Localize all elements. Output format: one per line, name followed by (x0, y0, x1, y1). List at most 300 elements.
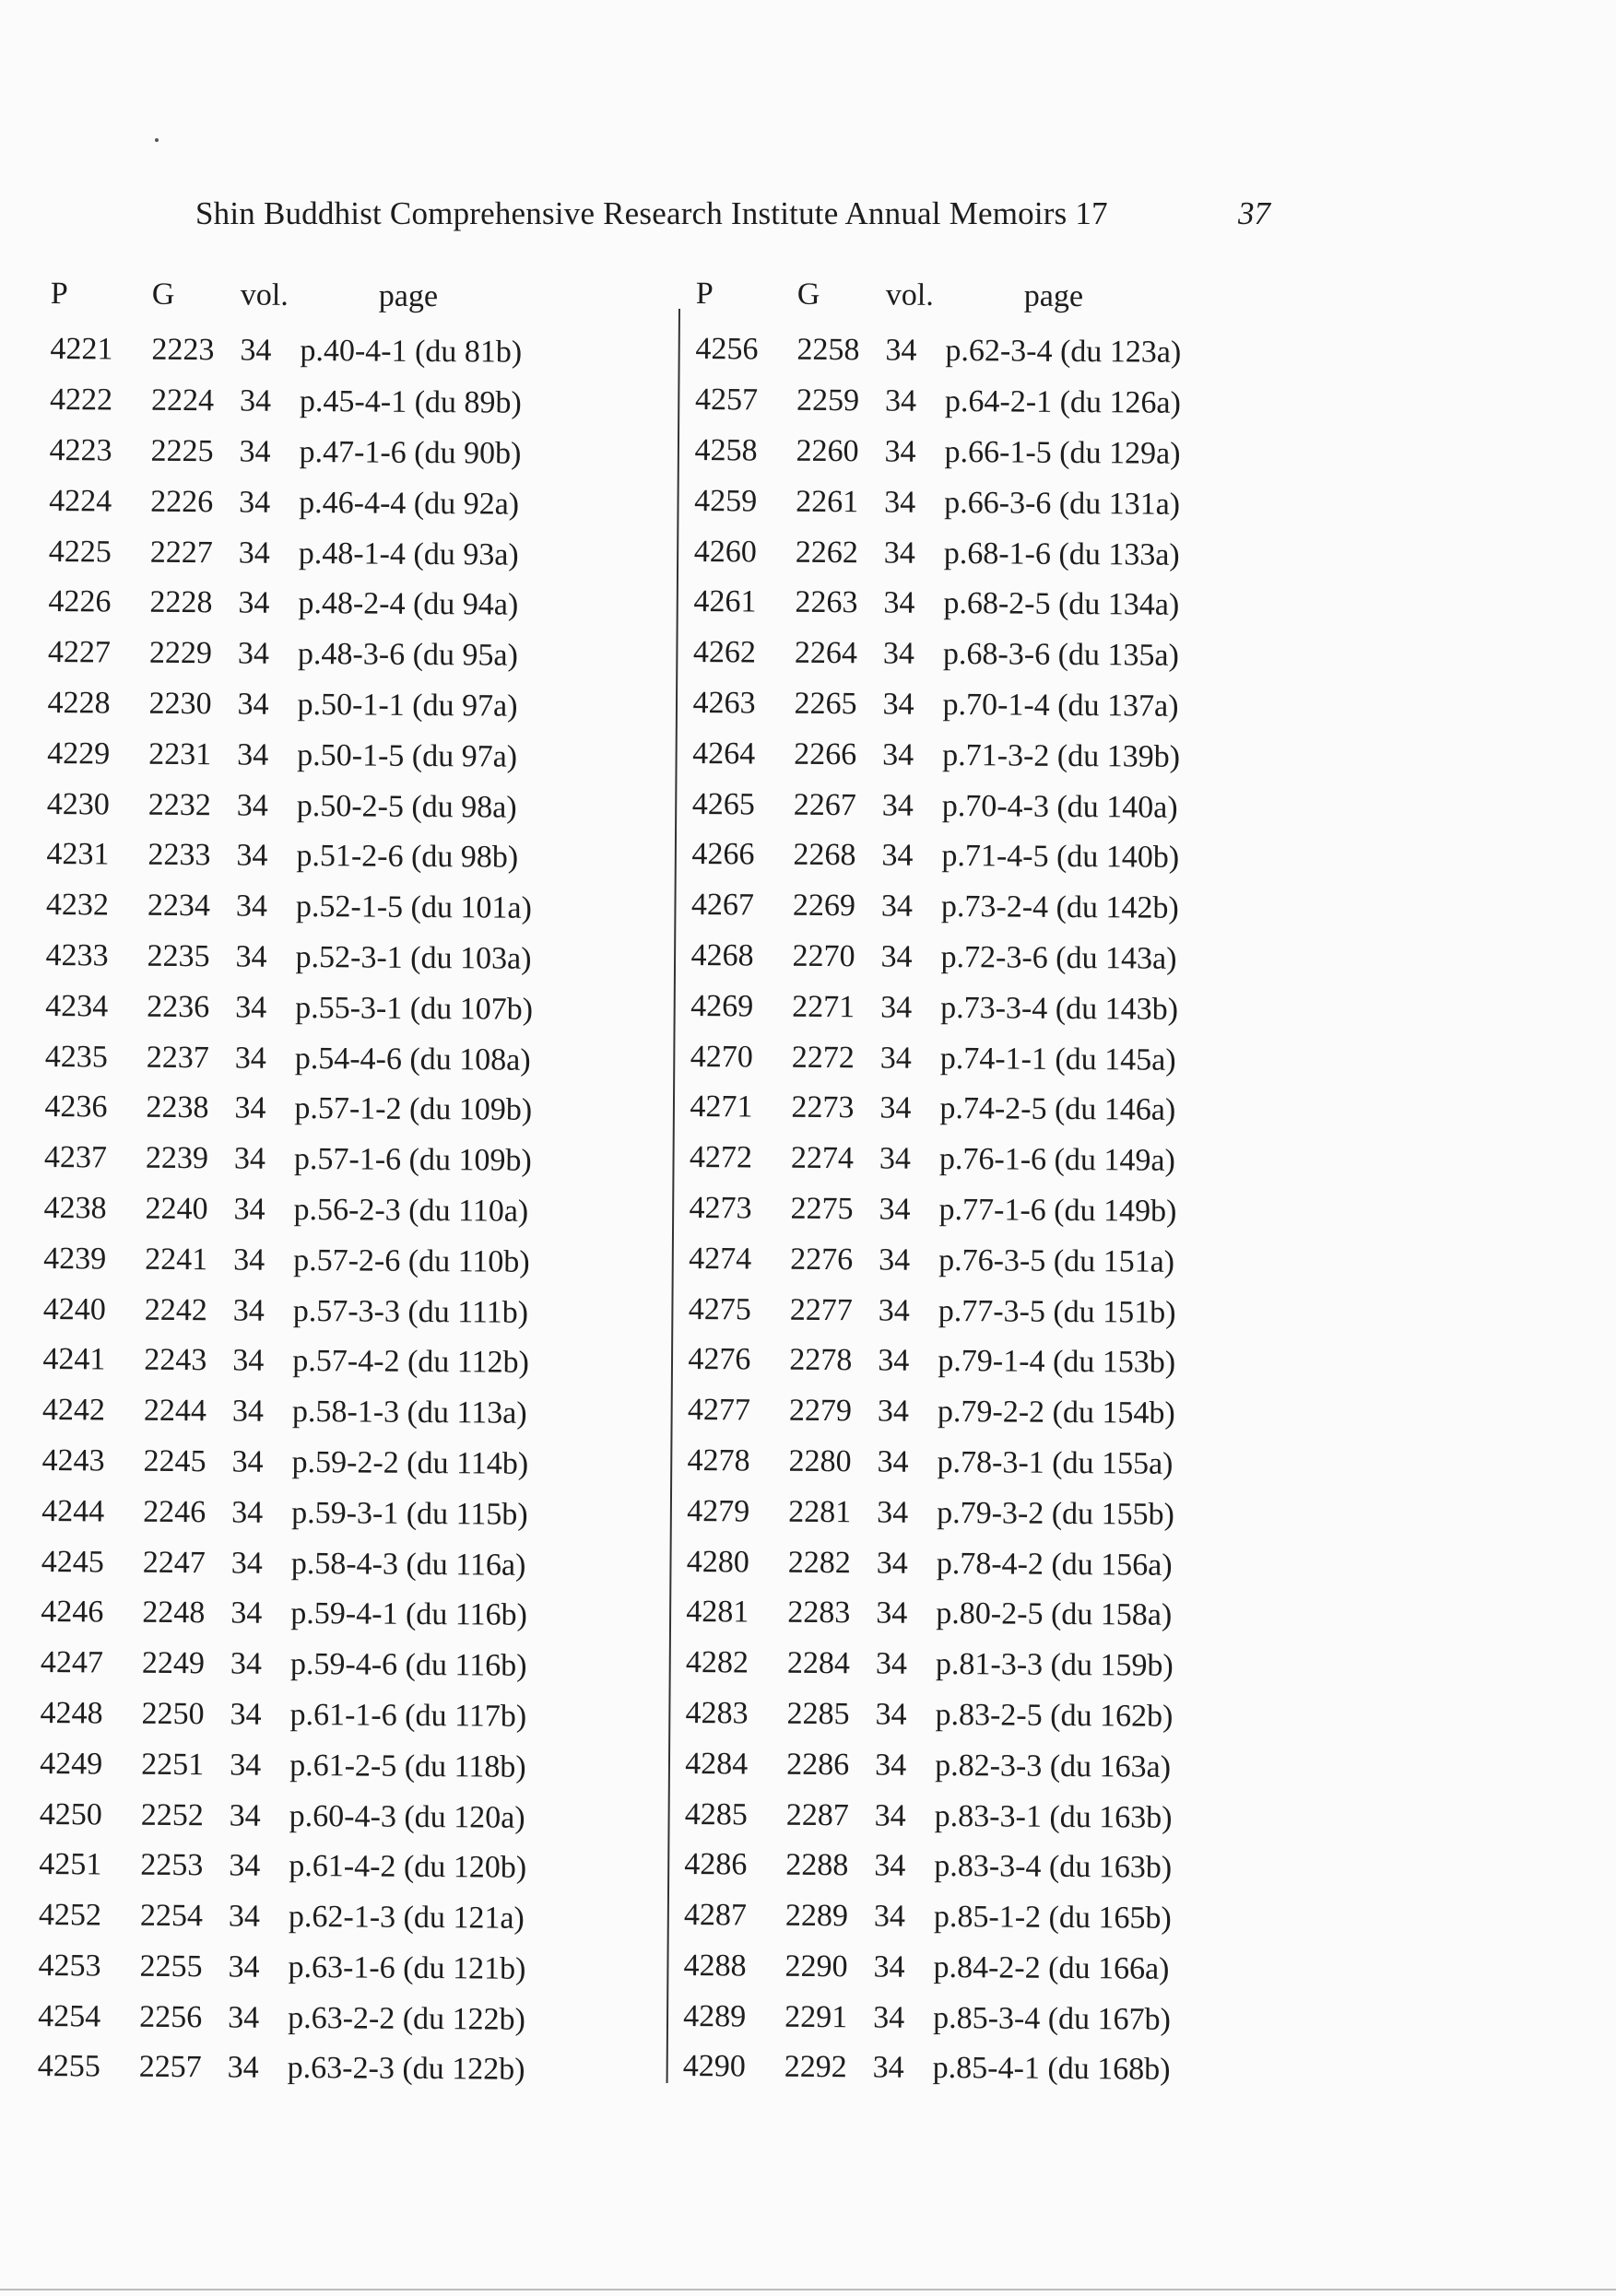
cell-p: 4236 (44, 1089, 108, 1124)
cell-p: 4278 (687, 1442, 750, 1478)
cell-page: p.66-1-5 (du 129a) (944, 434, 1181, 471)
cell-p: 4268 (690, 937, 754, 973)
cell-page: p.77-1-6 (du 149b) (938, 1192, 1177, 1229)
cell-p: 4231 (46, 837, 110, 872)
cell-p: 4257 (694, 383, 759, 418)
cell-p: 4234 (45, 988, 109, 1024)
cell-p: 4248 (40, 1695, 103, 1731)
cell-vol: 34 (878, 1293, 910, 1328)
table-row (685, 1688, 1327, 1743)
cell-vol: 34 (228, 2000, 260, 2035)
column-header-p: P (50, 277, 68, 312)
cell-vol: 34 (879, 1192, 911, 1227)
cell-g: 2258 (796, 333, 860, 368)
cell-p: 4240 (42, 1291, 106, 1326)
table-row (39, 1840, 680, 1895)
cell-g: 2253 (140, 1848, 204, 1883)
cell-g: 2291 (784, 1999, 848, 2034)
cell-page: p.48-1-4 (du 93a) (298, 536, 519, 572)
cell-g: 2249 (141, 1645, 206, 1681)
cell-p: 4256 (695, 332, 759, 367)
table-row (685, 1738, 1327, 1794)
table-row (49, 476, 690, 531)
table-row (38, 1991, 679, 2046)
cell-page: p.59-4-1 (du 116b) (290, 1596, 528, 1633)
right-index-table (683, 277, 1338, 2097)
cell-p: 4251 (39, 1847, 102, 1882)
cell-page: p.52-1-5 (du 101a) (295, 889, 533, 925)
cell-g: 2285 (786, 1696, 850, 1732)
cell-vol: 34 (879, 1242, 911, 1278)
cell-page: p.58-1-3 (du 113a) (291, 1395, 527, 1431)
cell-g: 2278 (789, 1343, 853, 1378)
table-row (40, 1688, 681, 1743)
cell-g: 2228 (149, 585, 213, 620)
cell-page: p.61-2-5 (du 118b) (289, 1748, 526, 1784)
cell-vol: 34 (884, 383, 917, 418)
cell-g: 2267 (793, 787, 856, 822)
cell-vol: 34 (884, 434, 916, 469)
cell-page: p.63-2-3 (du 122b) (287, 2051, 525, 2088)
cell-page: p.50-2-5 (du 98a) (296, 788, 517, 825)
cell-p: 4286 (684, 1847, 748, 1882)
cell-p: 4270 (690, 1039, 753, 1075)
cell-g: 2231 (148, 736, 212, 772)
cell-p: 4249 (40, 1746, 103, 1782)
cell-p: 4258 (694, 432, 758, 468)
table-row (684, 1840, 1326, 1895)
cell-g: 2289 (784, 1898, 849, 1934)
cell-g: 2269 (792, 888, 856, 924)
cell-p: 4265 (691, 786, 755, 822)
cell-vol: 34 (873, 2000, 905, 2035)
table-row (695, 324, 1337, 380)
cell-page: p.76-3-5 (du 151a) (938, 1242, 1175, 1279)
table-row (691, 880, 1333, 936)
cell-g: 2282 (787, 1545, 851, 1580)
cell-page: p.81-3-3 (du 159b) (935, 1647, 1174, 1683)
cell-p: 4235 (44, 1039, 108, 1075)
cell-p: 4237 (43, 1140, 108, 1175)
cell-g: 2255 (139, 1949, 203, 1984)
cell-vol: 34 (239, 485, 271, 520)
column-header-vol: vol. (885, 277, 934, 312)
cell-page: p.78-3-1 (du 155a) (937, 1444, 1174, 1481)
cell-page: p.50-1-5 (du 97a) (297, 737, 518, 774)
cell-g: 2277 (789, 1292, 853, 1327)
cell-g: 2288 (785, 1848, 849, 1883)
cell-vol: 34 (230, 1748, 262, 1783)
cell-g: 2259 (796, 383, 860, 418)
cell-vol: 34 (883, 536, 915, 571)
cell-p: 4264 (692, 736, 756, 771)
cell-vol: 34 (239, 383, 272, 418)
table-row (690, 981, 1332, 1036)
cell-p: 4226 (48, 584, 112, 619)
cell-vol: 34 (879, 1141, 912, 1176)
cell-vol: 34 (881, 838, 914, 874)
cell-g: 2247 (142, 1545, 206, 1580)
cell-vol: 34 (882, 737, 914, 772)
cell-p: 4247 (40, 1645, 104, 1680)
cell-g: 2273 (791, 1090, 855, 1125)
cell-vol: 34 (228, 1949, 260, 1984)
cell-vol: 34 (882, 636, 915, 671)
cell-vol: 34 (233, 1192, 265, 1227)
cell-g: 2268 (793, 838, 856, 873)
cell-page: p.82-3-3 (du 163a) (935, 1748, 1172, 1784)
table-row (41, 1435, 683, 1490)
cell-page: p.83-3-1 (du 163b) (934, 1798, 1173, 1835)
table-row (41, 1537, 683, 1592)
cell-g: 2263 (795, 585, 858, 620)
table-row (43, 1233, 685, 1289)
right-table-body (683, 324, 1338, 2097)
cell-page: p.68-3-6 (du 135a) (942, 637, 1180, 674)
table-row (689, 1183, 1330, 1239)
cell-vol: 34 (228, 1899, 261, 1934)
cell-page: p.46-4-4 (du 92a) (299, 485, 520, 522)
cell-page: p.55-3-1 (du 107b) (295, 990, 534, 1027)
page-number: 37 (1238, 195, 1270, 231)
table-row (45, 981, 687, 1036)
cell-page: p.83-2-5 (du 162b) (935, 1697, 1174, 1734)
cell-page: p.50-1-1 (du 97a) (297, 687, 518, 724)
cell-g: 2261 (796, 484, 859, 520)
cell-g: 2245 (143, 1443, 206, 1479)
table-row (45, 931, 687, 986)
cell-p: 4230 (46, 786, 110, 822)
cell-page: p.57-4-2 (du 112b) (292, 1344, 530, 1381)
cell-g: 2271 (792, 989, 855, 1025)
cell-g: 2287 (785, 1797, 849, 1832)
column-header-g: G (796, 277, 820, 312)
cell-p: 4283 (685, 1695, 749, 1731)
table-row (690, 931, 1332, 986)
cell-page: p.52-3-1 (du 103a) (295, 939, 532, 976)
cell-vol: 34 (233, 1242, 265, 1278)
cell-page: p.70-4-3 (du 140a) (941, 788, 1178, 825)
cell-vol: 34 (875, 1697, 907, 1732)
cell-page: p.80-2-5 (du 158a) (936, 1596, 1173, 1633)
cell-p: 4221 (50, 332, 113, 367)
table-row (48, 628, 690, 683)
cell-p: 4227 (47, 635, 112, 670)
cell-vol: 34 (875, 1748, 907, 1783)
cell-g: 2225 (150, 433, 214, 469)
cell-vol: 34 (234, 1090, 266, 1126)
cell-g: 2235 (147, 938, 210, 974)
cell-g: 2283 (787, 1595, 851, 1631)
cell-vol: 34 (880, 990, 913, 1025)
table-row (695, 375, 1337, 430)
table-row (50, 324, 691, 380)
cell-g: 2238 (146, 1090, 209, 1125)
table-row (40, 1789, 681, 1844)
cell-p: 4259 (694, 483, 758, 519)
cell-p: 4287 (683, 1898, 748, 1933)
table-row (688, 1335, 1329, 1390)
cell-page: p.61-4-2 (du 120b) (289, 1849, 527, 1886)
cell-page: p.64-2-1 (du 126a) (944, 384, 1182, 421)
cell-g: 2272 (791, 1040, 855, 1075)
table-row (41, 1486, 683, 1541)
cell-p: 4279 (687, 1493, 750, 1529)
cell-g: 2252 (140, 1797, 204, 1832)
cell-p: 4233 (45, 937, 109, 973)
table-row (48, 577, 690, 632)
cell-vol: 34 (232, 1343, 265, 1379)
cell-g: 2232 (147, 787, 211, 822)
table-row (693, 628, 1335, 683)
cell-vol: 34 (873, 1949, 905, 1984)
cell-vol: 34 (876, 1595, 908, 1631)
table-header-row (51, 277, 692, 329)
cell-p: 4274 (689, 1241, 752, 1277)
table-row (44, 1133, 686, 1188)
cell-page: p.61-1-6 (du 117b) (289, 1697, 527, 1734)
cell-vol: 34 (873, 1899, 906, 1934)
cell-p: 4242 (41, 1393, 106, 1428)
cell-vol: 34 (872, 2050, 904, 2086)
cell-page: p.68-2-5 (du 134a) (943, 586, 1180, 623)
cell-vol: 34 (238, 585, 270, 621)
table-row (692, 779, 1334, 834)
table-row (693, 577, 1335, 632)
cell-g: 2243 (144, 1343, 207, 1378)
cell-page: p.57-1-6 (du 109b) (293, 1142, 532, 1178)
table-row (42, 1385, 684, 1441)
cell-vol: 34 (237, 737, 269, 772)
cell-page: p.73-2-4 (du 142b) (940, 889, 1179, 926)
cell-g: 2237 (146, 1040, 209, 1075)
cell-p: 4289 (683, 1998, 747, 2034)
cell-vol: 34 (874, 1848, 906, 1884)
cell-page: p.47-1-6 (du 90b) (299, 434, 522, 471)
cell-g: 2242 (144, 1292, 207, 1327)
cell-vol: 34 (880, 939, 913, 974)
cell-p: 4232 (45, 888, 110, 923)
cell-vol: 34 (230, 1595, 263, 1631)
cell-p: 4246 (41, 1595, 104, 1630)
cell-p: 4254 (38, 1998, 101, 2034)
cell-page: p.51-2-6 (du 98b) (296, 839, 519, 876)
cell-g: 2248 (142, 1595, 206, 1631)
cell-vol: 34 (229, 1797, 261, 1833)
cell-p: 4288 (683, 1948, 747, 1984)
table-row (38, 1940, 679, 1996)
cell-page: p.57-3-3 (du 111b) (292, 1293, 529, 1330)
table-header-row (696, 277, 1338, 329)
cell-vol: 34 (231, 1495, 264, 1530)
cell-g: 2229 (148, 635, 213, 671)
cell-page: p.72-3-6 (du 143a) (940, 939, 1177, 976)
table-row (692, 728, 1334, 783)
table-row (691, 830, 1333, 885)
cell-page: p.74-2-5 (du 146a) (939, 1091, 1176, 1128)
cell-p: 4253 (38, 1948, 101, 1984)
table-row (44, 1082, 686, 1137)
cell-p: 4266 (691, 837, 755, 872)
table-row (687, 1486, 1328, 1541)
cell-g: 2224 (150, 383, 215, 418)
cell-page: p.57-1-2 (du 109b) (294, 1091, 533, 1128)
cell-page: p.48-2-4 (du 94a) (298, 586, 519, 623)
cell-g: 2251 (141, 1747, 205, 1782)
table-row (39, 1890, 680, 1946)
column-header-p: P (695, 277, 714, 312)
cell-p: 4238 (43, 1190, 107, 1226)
cell-g: 2223 (151, 333, 215, 368)
cell-p: 4284 (685, 1746, 749, 1782)
column-header-g: G (151, 277, 175, 312)
cell-p: 4271 (690, 1089, 753, 1124)
cell-g: 2260 (796, 433, 859, 469)
cell-p: 4260 (693, 534, 757, 570)
cell-p: 4290 (682, 2049, 746, 2084)
cell-vol: 34 (233, 1141, 266, 1176)
cell-vol: 34 (876, 1545, 908, 1581)
cell-vol: 34 (237, 636, 270, 671)
cell-p: 4272 (689, 1140, 753, 1175)
cell-g: 2257 (138, 2050, 202, 2085)
cell-page: p.84-2-2 (du 166a) (933, 1949, 1170, 1986)
left-table-body (38, 324, 692, 2097)
cell-vol: 34 (230, 1697, 262, 1732)
table-row (689, 1284, 1330, 1339)
cell-page: p.63-2-2 (du 122b) (288, 2000, 526, 2037)
cell-vol: 34 (883, 585, 915, 621)
cell-vol: 34 (885, 333, 917, 369)
column-header-vol: vol. (240, 277, 289, 312)
cell-vol: 34 (227, 2050, 259, 2086)
table-row (49, 426, 690, 481)
cell-p: 4252 (38, 1898, 102, 1933)
table-row (686, 1638, 1327, 1693)
cell-vol: 34 (884, 485, 916, 520)
cell-g: 2233 (147, 838, 211, 873)
cell-page: p.78-4-2 (du 156a) (936, 1546, 1173, 1583)
cell-p: 4262 (692, 635, 757, 670)
cell-vol: 34 (239, 434, 271, 469)
cell-page: p.79-1-4 (du 153b) (938, 1344, 1176, 1381)
table-row (43, 1183, 685, 1239)
table-row (45, 1031, 687, 1087)
cell-g: 2254 (139, 1898, 204, 1934)
table-row (684, 1890, 1326, 1946)
cell-page: p.58-4-3 (du 116a) (290, 1546, 526, 1583)
cell-page: p.66-3-6 (du 131a) (944, 485, 1181, 522)
cell-g: 2246 (143, 1494, 206, 1529)
cell-g: 2264 (794, 635, 858, 671)
cell-page: p.45-4-1 (du 89b) (299, 384, 522, 420)
cell-vol: 34 (877, 1495, 909, 1530)
cell-vol: 34 (875, 1646, 908, 1681)
cell-g: 2274 (790, 1140, 855, 1176)
cell-p: 4273 (689, 1190, 752, 1226)
cell-page: p.59-3-1 (du 115b) (291, 1495, 528, 1532)
cell-g: 2240 (145, 1191, 208, 1227)
cell-p: 4228 (47, 685, 111, 721)
cell-page: p.54-4-6 (du 108a) (294, 1041, 531, 1077)
cell-vol: 34 (879, 1090, 912, 1126)
table-row (40, 1738, 681, 1794)
table-row (690, 1082, 1331, 1137)
cell-vol: 34 (235, 990, 267, 1025)
table-row (49, 526, 690, 582)
table-row (688, 1385, 1329, 1441)
cell-g: 2226 (150, 484, 214, 520)
cell-p: 4255 (37, 2049, 100, 2084)
table-row (47, 728, 689, 783)
cell-page: p.59-4-6 (du 116b) (289, 1647, 527, 1683)
cell-page: p.74-1-1 (du 145a) (939, 1041, 1176, 1077)
cell-page: p.85-4-1 (du 168b) (932, 2051, 1171, 2088)
cell-vol: 34 (237, 687, 269, 722)
cell-g: 2227 (149, 535, 213, 570)
cell-vol: 34 (240, 333, 272, 369)
cell-p: 4275 (688, 1291, 751, 1326)
cell-vol: 34 (877, 1444, 909, 1479)
cell-page: p.62-1-3 (du 121a) (288, 1900, 525, 1936)
table-row (46, 830, 688, 885)
cell-page: p.63-1-6 (du 121b) (288, 1949, 526, 1986)
right-column (683, 277, 1338, 2097)
cell-page: p.70-1-4 (du 137a) (942, 687, 1179, 724)
cell-p: 4244 (41, 1493, 105, 1529)
cell-g: 2284 (786, 1645, 851, 1681)
cell-p: 4281 (686, 1595, 749, 1630)
cell-vol: 34 (231, 1444, 264, 1479)
cell-g: 2256 (139, 1999, 203, 2034)
cell-vol: 34 (878, 1343, 910, 1379)
cell-vol: 34 (238, 536, 270, 571)
table-row (47, 678, 689, 734)
running-header: Shin Buddhist Comprehensive Research Institute Annual Memoirs 17 (195, 195, 1108, 231)
cell-vol: 34 (235, 889, 268, 924)
cell-vol: 34 (236, 788, 268, 823)
cell-vol: 34 (877, 1394, 910, 1429)
column-header-page: page (378, 278, 439, 314)
cell-vol: 34 (882, 687, 914, 722)
table-row (687, 1435, 1328, 1490)
cell-p: 4261 (693, 584, 757, 619)
cell-page: p.76-1-6 (du 149a) (938, 1142, 1176, 1178)
table-row (43, 1284, 685, 1339)
table-row (689, 1233, 1330, 1289)
cell-g: 2244 (143, 1393, 207, 1429)
cell-vol: 34 (231, 1394, 265, 1429)
cell-g: 2290 (784, 1949, 848, 1984)
cell-p: 4269 (690, 988, 754, 1024)
cell-g: 2266 (794, 736, 857, 772)
table-row (686, 1587, 1327, 1643)
cell-p: 4245 (41, 1544, 104, 1579)
cell-p: 4241 (42, 1342, 106, 1377)
cell-g: 2250 (141, 1696, 205, 1732)
scan-speck (155, 138, 159, 142)
table-row (46, 880, 688, 936)
cell-p: 4229 (47, 736, 111, 771)
cell-g: 2234 (147, 888, 211, 924)
cell-p: 4285 (684, 1796, 748, 1831)
cell-g: 2265 (794, 686, 857, 722)
cell-vol: 34 (235, 939, 267, 974)
cell-p: 4267 (690, 888, 755, 923)
cell-g: 2230 (148, 686, 212, 722)
left-column (38, 277, 692, 2097)
cell-page: p.83-3-4 (du 163b) (934, 1849, 1173, 1886)
